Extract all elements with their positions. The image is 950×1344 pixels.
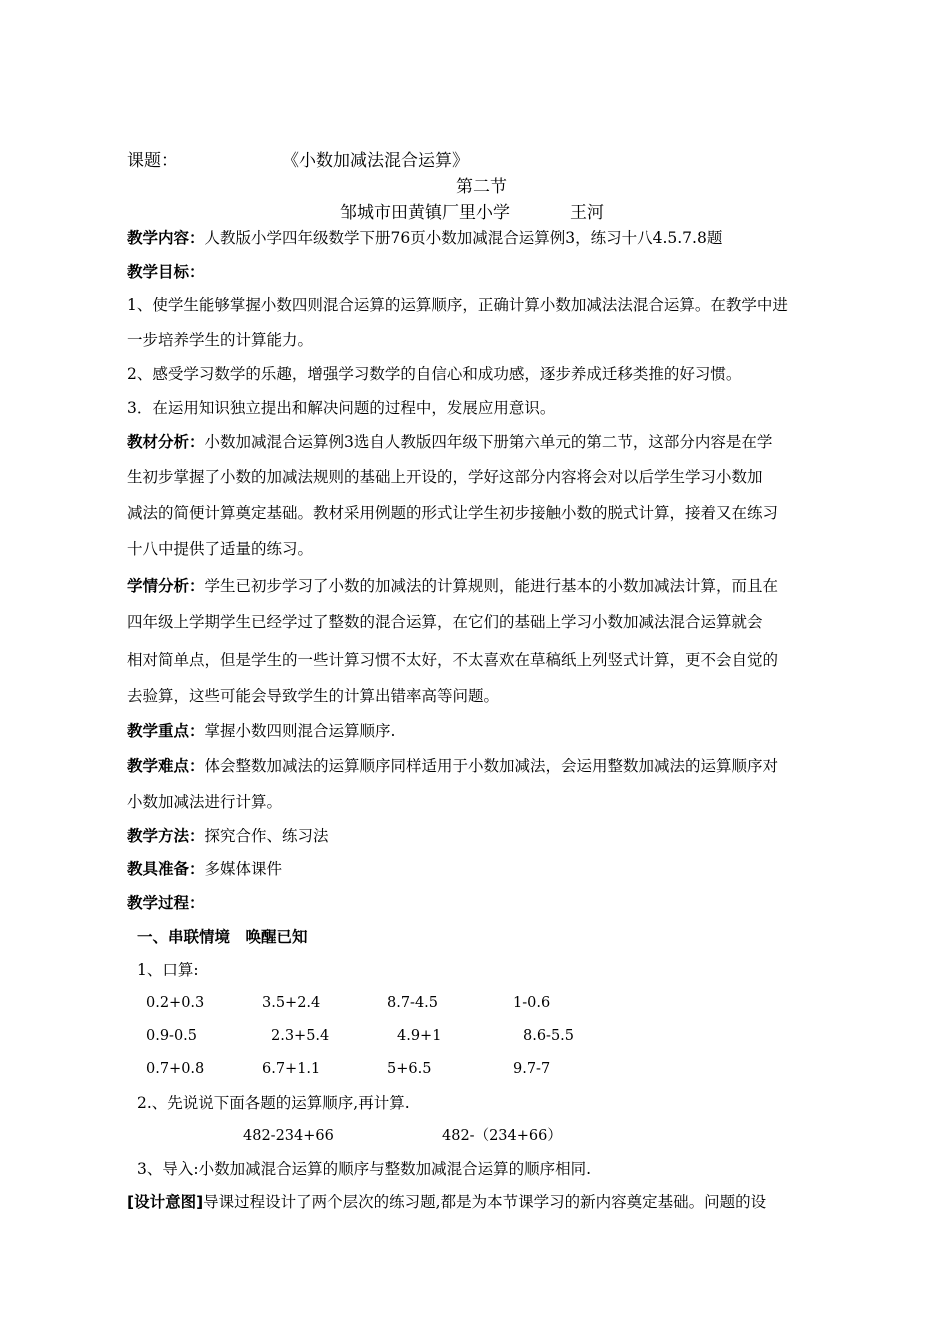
process-label: 教学过程： <box>127 894 205 912</box>
goals-label: 教学目标： <box>127 263 205 281</box>
process-heading <box>127 893 827 913</box>
difficulty-line-1 <box>127 756 827 776</box>
content-text: 人教版小学四年级数学下册76页小数加减混合运算例3，练习十八4.5.7.8题 <box>204 229 723 247</box>
teacher-name: 王河 <box>570 203 604 223</box>
topic-line <box>127 150 827 172</box>
design-intent-text: 导课过程设计了两个层次的练习题,都是为本节课学习的新内容奠定基础。问题的设 <box>203 1193 767 1211</box>
section-title: 第二节 <box>456 177 507 197</box>
topic-label: 课题： <box>127 151 178 171</box>
design-intent-label: [设计意图] <box>127 1193 204 1211</box>
goal-1-line-1: 1、使学生能够掌握小数四则混合运算的运算顺序，正确计算小数加减法法混合运算。在教学中进 <box>127 296 788 314</box>
section-1-title: 一、串联情境 唤醒已知 <box>137 928 308 946</box>
question-3: 3、导入:小数加减混合运算的顺序与整数加减混合运算的顺序相同. <box>137 1160 592 1178</box>
oral-item: 8.7-4.5 <box>387 995 439 1011</box>
expression-1: 482-234+66 <box>243 1128 334 1144</box>
difficulty-text-1: 体会整数加减法的运算顺序同样适用于小数加减法，会运用整数加减法的运算顺序对 <box>204 757 779 775</box>
goal-2: 2、感受学习数学的乐趣，增强学习数学的自信心和成功感，逐步养成迁移类推的好习惯。 <box>127 365 742 383</box>
tools <box>127 859 827 879</box>
oral-item: 9.7-7 <box>513 1061 551 1077</box>
material-line-4: 十八中提供了适量的练习。 <box>127 540 314 558</box>
goals-heading <box>127 262 827 282</box>
oral-item: 6.7+1.1 <box>262 1061 321 1077</box>
oral-item: 2.3+5.4 <box>271 1028 330 1044</box>
oral-item: 1-0.6 <box>513 995 551 1011</box>
material-label: 教材分析： <box>127 433 205 451</box>
students-line-3: 相对简单点，但是学生的一些计算习惯不太好，不太喜欢在草稿纸上列竖式计算，更不会自觉的 <box>127 651 779 669</box>
students-text-1: 学生已初步学习了小数的加减法的计算规则，能进行基本的小数加减法计算，而且在 <box>204 577 779 595</box>
content-label: 教学内容： <box>127 229 205 247</box>
material-line-1 <box>127 432 827 452</box>
oral-item: 3.5+2.4 <box>262 995 321 1011</box>
difficulty-line-2: 小数加减法进行计算。 <box>127 793 283 811</box>
oral-label: 1、口算: <box>137 961 199 979</box>
method-label: 教学方法： <box>127 827 205 845</box>
students-label: 学情分析： <box>127 577 205 595</box>
method-text: 探究合作、练习法 <box>204 827 329 845</box>
method <box>127 826 827 846</box>
oral-item: 5+6.5 <box>387 1061 432 1077</box>
difficulty-label: 教学难点： <box>127 757 205 775</box>
tools-label: 教具准备： <box>127 860 205 878</box>
goal-3: 3．在运用知识独立提出和解决问题的过程中，发展应用意识。 <box>127 399 556 417</box>
oral-item: 8.6-5.5 <box>523 1028 575 1044</box>
author-line <box>340 202 604 224</box>
material-text-1: 小数加减混合运算例3选自人教版四年级下册第六单元的第二节，这部分内容是在学 <box>204 433 773 451</box>
key-point <box>127 721 827 741</box>
school-name: 邹城市田黄镇厂里小学 <box>340 203 510 223</box>
students-line-2: 四年级上学期学生已经学过了整数的混合运算，在它们的基础上学习小数加减法混合运算就会 <box>127 613 763 631</box>
tools-text: 多媒体课件 <box>204 860 283 878</box>
oral-item: 0.7+0.8 <box>146 1061 205 1077</box>
expression-2: 482-（234+66） <box>442 1128 562 1144</box>
oral-item: 0.9-0.5 <box>146 1028 198 1044</box>
question-2: 2.、先说说下面各题的运算顺序,再计算. <box>137 1094 410 1112</box>
students-line-1 <box>127 576 827 596</box>
process-section-1 <box>137 927 837 947</box>
key-point-text: 掌握小数四则混合运算顺序. <box>204 722 396 740</box>
material-line-2: 生初步掌握了小数的加减法规则的基础上开设的，学好这部分内容将会对以后学生学习小数加 <box>127 468 763 486</box>
material-line-3: 减法的简便计算奠定基础。教材采用例题的形式让学生初步接触小数的脱式计算，接着又在练习 <box>127 504 779 522</box>
teaching-content <box>127 228 827 248</box>
goal-1-line-2: 一步培养学生的计算能力。 <box>127 331 314 349</box>
oral-item: 4.9+1 <box>397 1028 442 1044</box>
oral-item: 0.2+0.3 <box>146 995 205 1011</box>
design-intent <box>127 1192 827 1212</box>
key-point-label: 教学重点： <box>127 722 205 740</box>
topic-title: 《小数加减法混合运算》 <box>282 151 469 171</box>
students-line-4: 去验算，这些可能会导致学生的计算出错率高等问题。 <box>127 687 500 705</box>
